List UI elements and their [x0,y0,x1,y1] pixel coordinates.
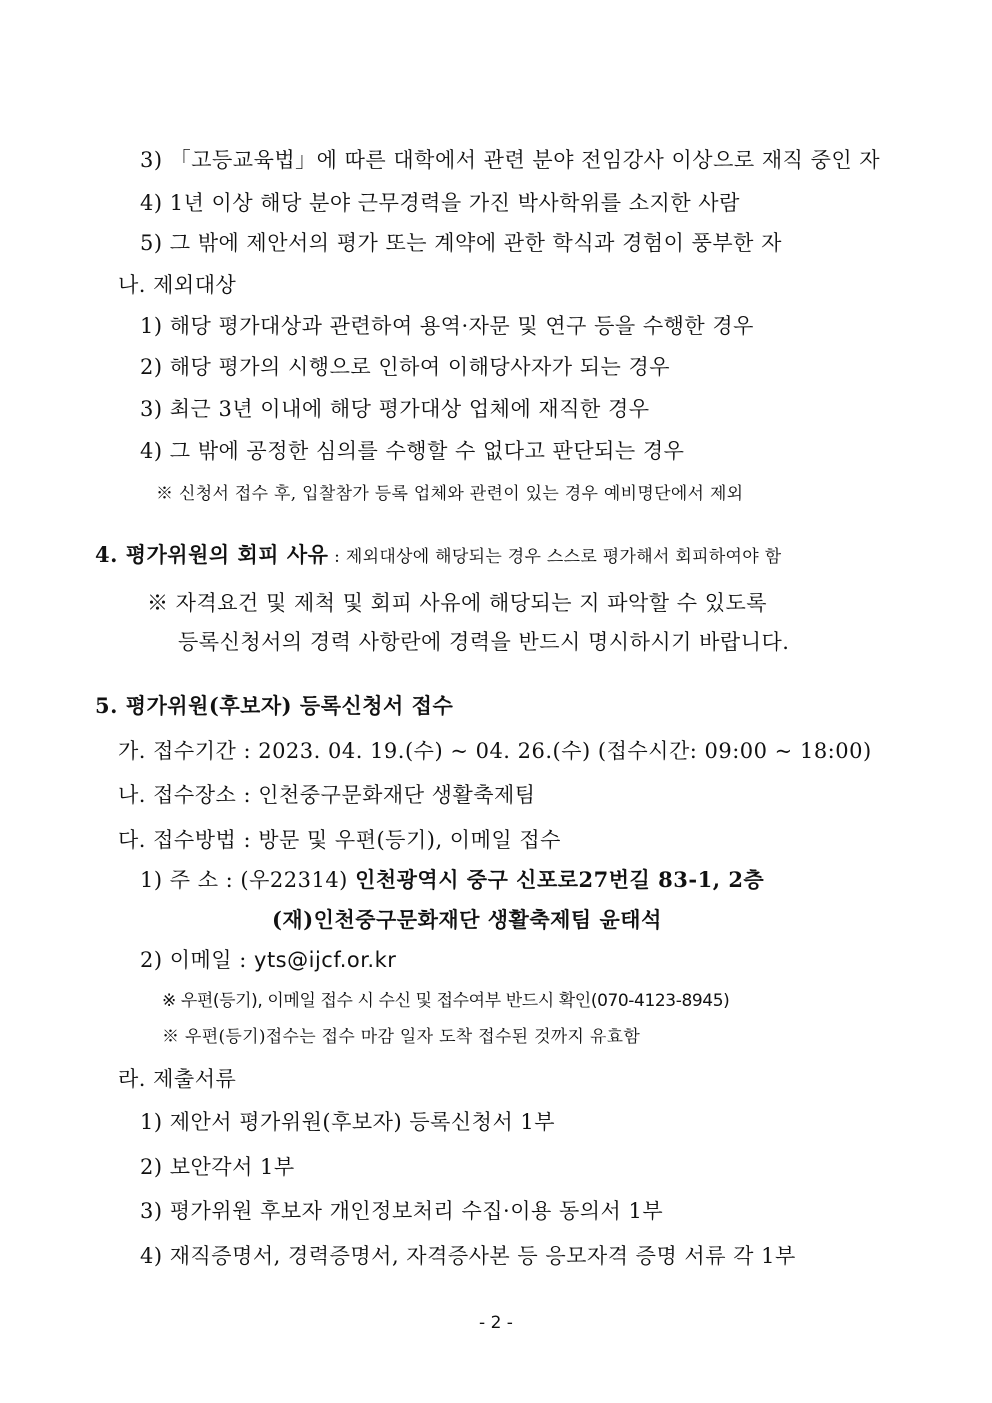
address-line2: (재)인천중구문화재단 생활축제팀 윤태석 [272,907,662,932]
reception-place: 나. 접수장소 : 인천중구문화재단 생활축제팀 [118,783,536,807]
reception-note-1: ※ 우편(등기), 이메일 접수 시 수신 및 접수여부 반드시 확인(070-4123-8945) [162,991,730,1011]
doc-item-3: 3) 평가위원 후보자 개인정보처리 수집·이용 동의서 1부 [140,1199,664,1223]
exclusion-item-4: 4) 그 밖에 공정한 심의를 수행할 수 없다고 판단되는 경우 [140,439,685,463]
exclusion-note: ※ 신청서 접수 후, 입찰참가 등록 업체와 관련이 있는 경우 예비명단에서 제외 [156,484,744,504]
address-line [140,866,764,894]
section4-note-line2: 등록신청서의 경력 사항란에 경력을 반드시 명시하시기 바랍니다. [178,630,790,654]
qualification-item-4: 4) 1년 이상 해당 분야 근무경력을 가진 박사학위를 소지한 사람 [140,191,740,215]
qualification-item-5: 5) 그 밖에 제안서의 평가 또는 계약에 관한 학식과 경험이 풍부한 자 [140,231,782,255]
reception-note-2: ※ 우편(등기)접수는 접수 마감 일자 도착 접수된 것까지 유효함 [162,1027,641,1047]
email-label: 2) 이메일 : [140,948,255,972]
qualification-item-3: 3) 「고등교육법」에 따른 대학에서 관련 분야 전임강사 이상으로 재직 중인 자 [140,148,881,172]
section4-desc: : 제외대상에 해당되는 경우 스스로 평가해서 회피하여야 함 [328,547,782,567]
section4-note-line1: ※ 자격요건 및 제척 및 회피 사유에 해당되는 지 파악할 수 있도록 [147,591,768,615]
page-number: - 2 - [479,1313,513,1333]
docs-heading: 라. 제출서류 [118,1067,237,1091]
exclusion-item-3: 3) 최근 3년 이내에 해당 평가대상 업체에 재직한 경우 [140,397,650,421]
reception-method: 다. 접수방법 : 방문 및 우편(등기), 이메일 접수 [118,828,561,852]
doc-item-1: 1) 제안서 평가위원(후보자) 등록신청서 1부 [140,1110,556,1134]
address-label: 1) 주 소 : (우22314) [140,868,356,892]
section4-line [95,541,781,571]
doc-item-2: 2) 보안각서 1부 [140,1155,295,1179]
section5-title: 5. 평가위원(후보자) 등록신청서 접수 [95,693,454,718]
exclusion-item-1: 1) 해당 평가대상과 관련하여 용역·자문 및 연구 등을 수행한 경우 [140,314,754,338]
address-line1: 인천광역시 중구 신포로27번길 83-1, 2층 [355,867,765,892]
email-line [140,946,396,974]
section4-title: 4. 평가위원의 회피 사유 [95,542,329,567]
exclusion-heading: 나. 제외대상 [118,273,237,297]
exclusion-item-2: 2) 해당 평가의 시행으로 인하여 이해당사자가 되는 경우 [140,355,671,379]
doc-item-4: 4) 재직증명서, 경력증명서, 자격증사본 등 응모자격 증명 서류 각 1부 [140,1244,796,1268]
reception-period: 가. 접수기간 : 2023. 04. 19.(수) ~ 04. 26.(수) (접수시간: 09:00 ~ 18:00) [118,739,872,763]
email-address: yts@ijcf.or.kr [254,948,397,972]
